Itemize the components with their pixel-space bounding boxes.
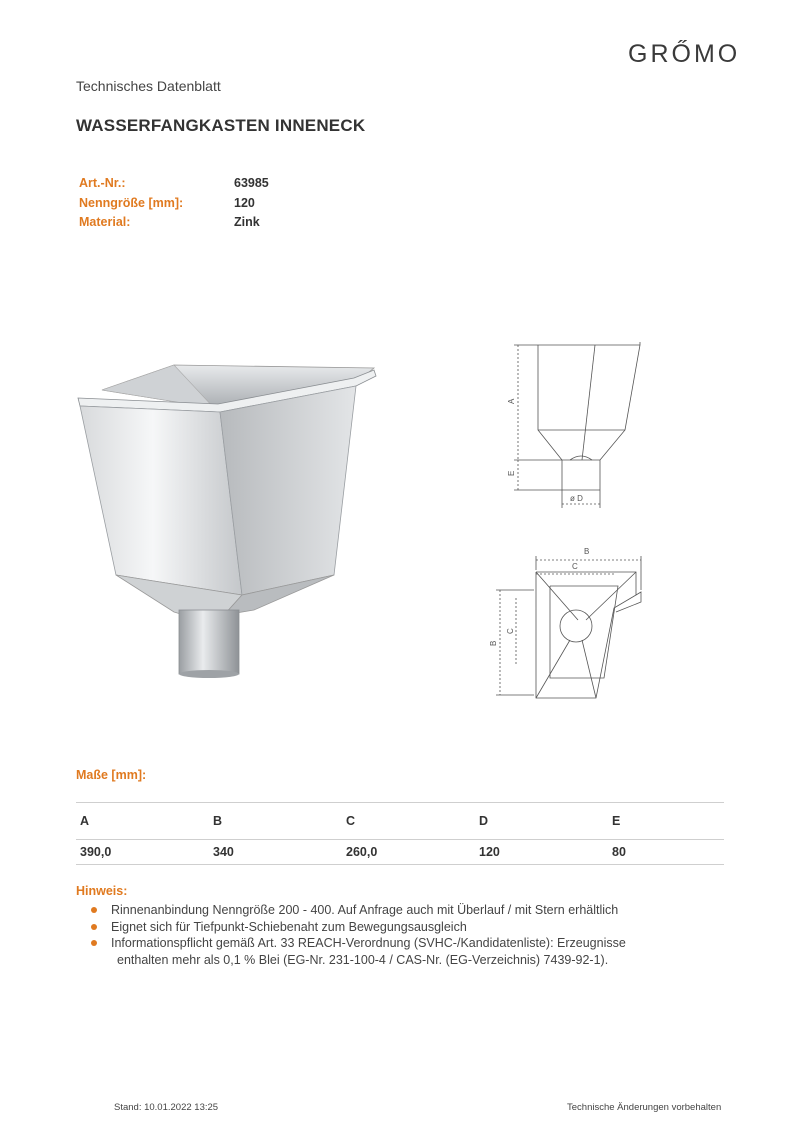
spec-label: Material: [79,215,131,229]
top-view-drawing [486,540,661,700]
dim-label-b-top: B [584,547,590,556]
table-cell: 120 [475,840,608,865]
column-header: A [76,803,209,840]
note-text: Rinnenanbindung Nenngröße 200 - 400. Auf Anfrage auch mit Überlauf / mit Stern erhältlich [111,903,619,917]
spec-value: Zink [234,215,260,229]
spec-value: 63985 [234,176,269,190]
dim-label-d: ø D [570,494,583,503]
dim-label-c-left: C [506,628,515,634]
notes-list [88,902,728,968]
spec-label: Nenngröße [mm]: [79,196,184,210]
dimensions-heading: Maße [mm]: [76,768,147,782]
column-header: B [209,803,342,840]
dim-label-a: A [507,398,516,404]
column-header: C [342,803,475,840]
product-title: WASSERFANGKASTEN INNENECK [76,116,366,135]
note-text: Eignet sich für Tiefpunkt-Schiebenaht zum Bewegungsausgleich [111,919,467,934]
list-item [88,919,728,936]
spec-row-size [79,196,255,210]
table-header-row [76,803,724,840]
column-header: E [608,803,724,840]
brand-logo: GRŐMO [628,40,741,68]
table-row [76,840,724,865]
document-type: Technisches Datenblatt [76,78,221,94]
notes-heading: Hinweis: [76,884,128,898]
spec-label: Art.-Nr.: [79,176,126,190]
spec-row-material [79,215,260,229]
footer-disclaimer: Technische Änderungen vorbehalten [567,1102,722,1113]
list-item [88,902,728,919]
list-item [88,935,728,968]
column-header: D [475,803,608,840]
dim-label-b-left: B [489,640,498,646]
table-cell: 340 [209,840,342,865]
table-cell: 260,0 [342,840,475,865]
side-view-drawing [490,330,660,515]
footer-date: Stand: 10.01.2022 13:25 [114,1102,219,1113]
table-cell: 80 [608,840,724,865]
table-cell: 390,0 [76,840,209,865]
dim-label-e: E [507,470,516,476]
product-photo [74,360,394,685]
note-continuation: enthalten mehr als 0,1 % Blei (EG-Nr. 231-100-4 / CAS-Nr. (EG-Verzeichnis) 7439-92-1). [117,952,609,967]
spec-row-article [79,176,269,190]
spec-value: 120 [234,196,255,210]
note-text: Informationspflicht gemäß Art. 33 REACH-Verordnung (SVHC-/Kandidatenliste): Erzeugnisse [111,936,626,950]
dim-label-c-top: C [572,562,578,571]
dimensions-table [76,802,724,865]
